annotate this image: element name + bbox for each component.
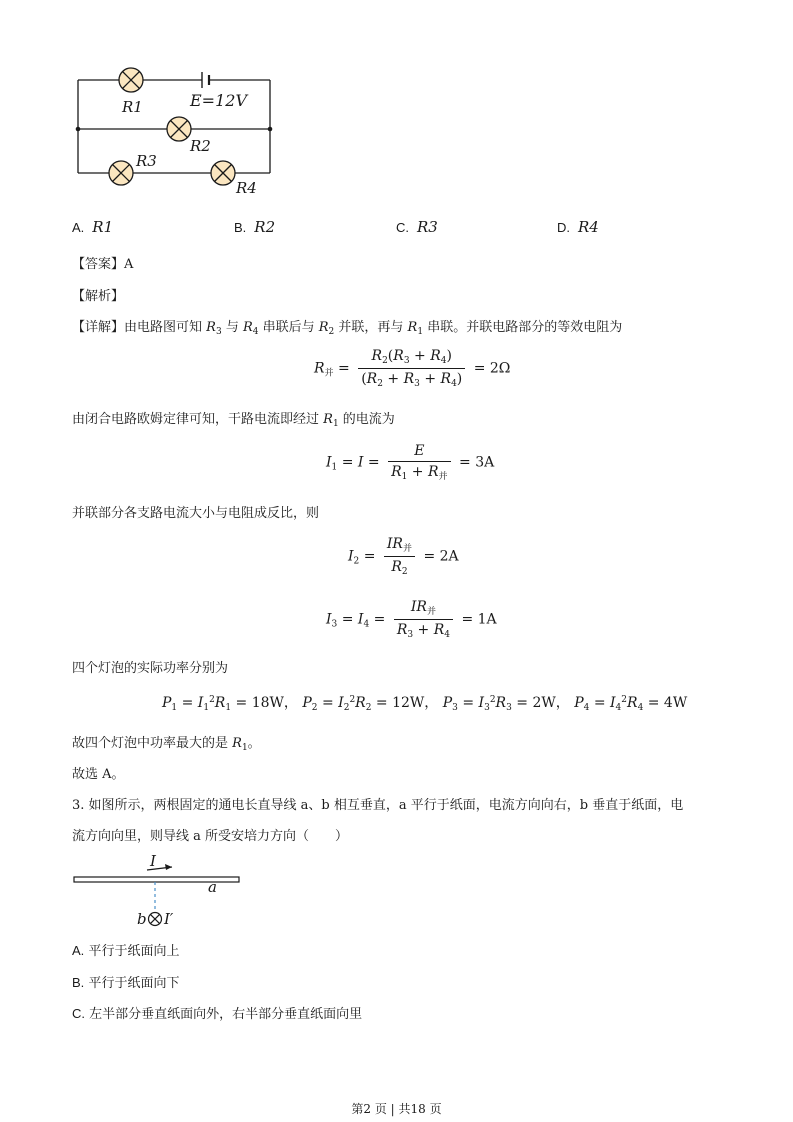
option-letter: A. (72, 220, 85, 235)
label-r2: R2 (190, 137, 211, 155)
lamp-r2-icon (167, 117, 191, 141)
power-text: 四个灯泡的实际功率分别为 (72, 661, 229, 676)
question-number: 3. (72, 798, 85, 813)
equation-main-current: $I_1 = I$ = $\frac{E}{R_1 + R_并}$ = 3A (326, 443, 495, 482)
label-r1: R1 (122, 98, 143, 116)
label-wire-b: b (137, 910, 147, 928)
ratio-text: 并联部分各支路电流大小与电阻成反比，则 (72, 506, 320, 521)
answer-tag: 【答案】 (72, 256, 125, 271)
option-c[interactable] (396, 218, 438, 236)
option-letter: D. (557, 220, 570, 235)
ohm-law-text: 由闭合电路欧姆定律可知，干路电流即经过 $R_1$ 的电流为 (72, 412, 395, 429)
label-current-b: I′ (164, 910, 174, 928)
label-wire-a: a (208, 878, 217, 896)
wire-figure (70, 852, 245, 932)
option-value: R2 (254, 218, 276, 236)
label-r4: R4 (236, 179, 257, 197)
question-3-stem: 3. 如图所示，两根固定的通电长直导线 a、b 相互垂直，a 平行于纸面，电流方向向右，b 垂直于纸面，电 (72, 798, 684, 813)
option-value: R4 (578, 218, 599, 236)
choose-text: 故选 A。 (72, 767, 125, 782)
equation-parallel-resistance: $R_并$ = $\frac{R_2(R_3 + R_4)}{(R_2 + R_3 + R_4)}$ = 2Ω (314, 348, 511, 389)
page-footer: 第2 页 | 共18 页 (351, 1102, 442, 1116)
answer-value: A (124, 257, 134, 272)
equation-i3-i4: $I_3 = I_4$ = $\frac{IR_并}{R_3 + R_4}$ = 1A (326, 599, 497, 640)
label-emf: E=12V (190, 91, 247, 110)
answer-line (72, 253, 133, 276)
option-letter: C. (396, 220, 409, 235)
lamp-r3-icon (109, 161, 133, 185)
detail-paragraph: 【详解】由电路图可知 $R_3$ 与 $R_4$ 串联后与 $R_2$ 并联，再与 $R_1$ 串联。并联电路部分的等效电阻为 (72, 319, 623, 337)
option-value: R3 (417, 218, 438, 236)
equation-powers: $P_1 = I_1^2R_1 = 18W$， $P_2 = I_2^2R_2 = 12W$， $P_3 = I_3^2R_3 = 2W$， $P_4 = I_4^2R_4 = 4W$ (162, 695, 688, 713)
q3-option-a[interactable]: A. 平行于纸面向上 (72, 943, 180, 959)
question-3-stem-line2: 流方向向里，则导线 a 所受安培力方向（ ） (72, 829, 349, 844)
lamp-r1-icon (119, 68, 143, 92)
conclusion-text: 故四个灯泡中功率最大的是 $R_1$。 (72, 736, 261, 753)
option-a[interactable] (72, 218, 113, 236)
circuit-diagram (70, 62, 285, 202)
analysis-tag: 【解析】 (72, 288, 125, 303)
option-d[interactable] (557, 218, 599, 236)
equation-i2: $I_2$ = $\frac{IR_并}{R_2}$ = 2A (348, 536, 459, 577)
option-b[interactable] (234, 218, 275, 236)
q3-option-b[interactable]: B. 平行于纸面向下 (72, 975, 180, 991)
option-value: R1 (92, 218, 114, 236)
lamp-r4-icon (211, 161, 235, 185)
current-into-page-icon (149, 913, 162, 926)
q3-option-c[interactable]: C. 左半部分垂直纸面向外，右半部分垂直纸面向里 (72, 1006, 363, 1022)
label-current-a: I (150, 852, 156, 870)
label-r3: R3 (136, 152, 157, 170)
option-letter: B. (234, 220, 247, 235)
